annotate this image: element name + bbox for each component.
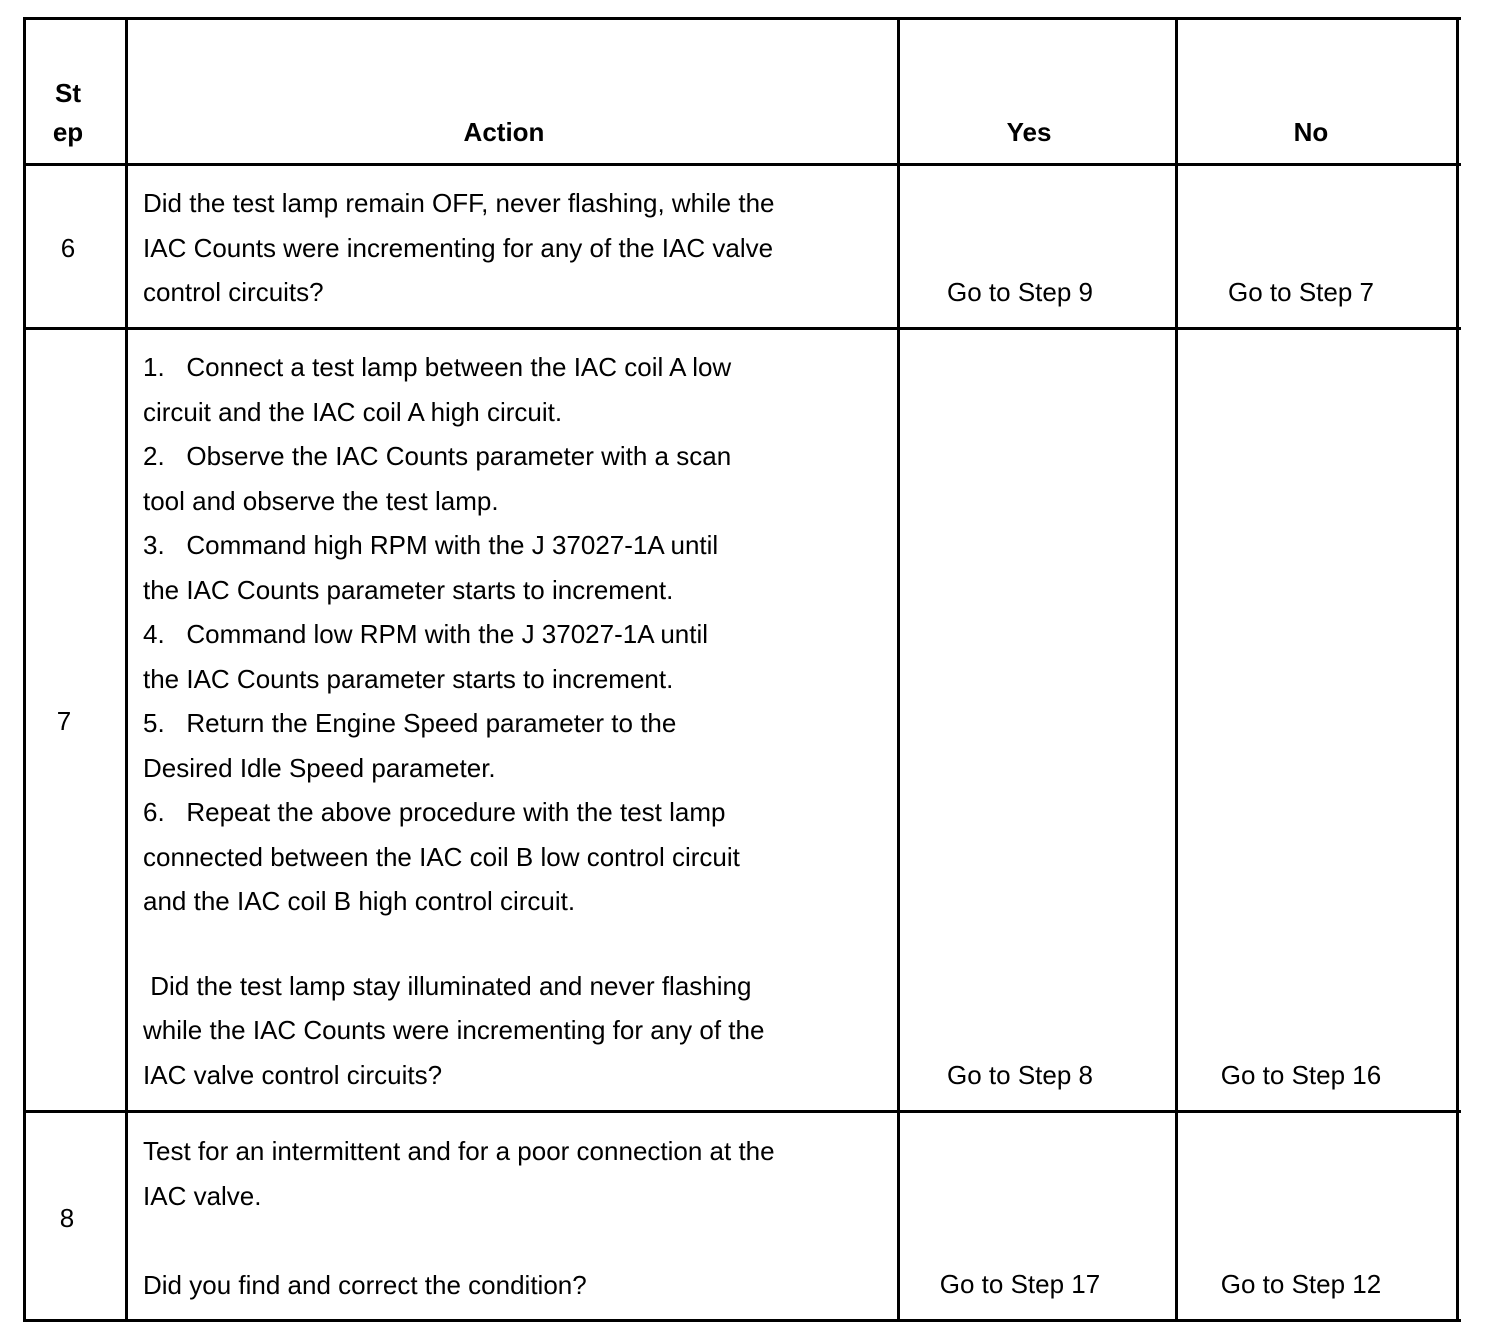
column-divider	[897, 17, 900, 1322]
row-divider	[23, 327, 1461, 330]
yes-link[interactable]: Go to Step 8	[947, 1060, 1093, 1090]
table-border-left	[23, 17, 26, 1322]
action-line: 5. Return the Engine Speed parameter to the	[143, 708, 677, 738]
header-no: No	[1293, 117, 1329, 147]
header-step	[26, 74, 110, 152]
action-line: tool and observe the test lamp.	[143, 485, 499, 516]
header-step-line-2: ep	[52, 117, 84, 147]
action-line: the IAC Counts parameter starts to increment.	[143, 663, 674, 694]
header-action: Action	[463, 117, 545, 147]
action-line: circuit and the IAC coil A high circuit.	[143, 396, 563, 427]
table-border-bottom	[23, 1319, 1461, 1322]
no-link[interactable]: Go to Step 12	[1220, 1269, 1382, 1299]
action-text	[143, 345, 764, 1097]
action-text	[143, 1129, 775, 1307]
step-number: 6	[60, 233, 76, 263]
action-text	[143, 181, 775, 315]
action-line: 3. Command high RPM with the J 37027-1A until	[143, 530, 719, 560]
step-number: 8	[59, 1203, 75, 1233]
action-line: Did you find and correct the condition?	[143, 1269, 587, 1300]
action-line: connected between the IAC coil B low control circuit	[143, 841, 740, 872]
header-divider	[23, 163, 1461, 166]
action-line: 1. Connect a test lamp between the IAC coil A low	[143, 352, 732, 382]
action-line: Did the test lamp remain OFF, never flashing, while the	[143, 188, 775, 218]
table-border-top	[23, 17, 1461, 20]
action-line: 6. Repeat the above procedure with the test lamp	[143, 797, 726, 827]
action-line: the IAC Counts parameter starts to increment.	[143, 574, 674, 605]
column-divider	[125, 17, 128, 1322]
action-line-blank	[143, 924, 764, 964]
action-line: Did the test lamp stay illuminated and never flashing	[143, 970, 752, 1001]
action-line: 2. Observe the IAC Counts parameter with a scan	[143, 441, 732, 471]
no-link[interactable]: Go to Step 7	[1228, 277, 1374, 307]
action-line: Test for an intermittent and for a poor connection at the	[143, 1136, 775, 1166]
step-number: 7	[56, 706, 72, 736]
column-divider	[1175, 17, 1178, 1322]
row-divider	[23, 1110, 1461, 1113]
action-line: IAC valve.	[143, 1180, 262, 1211]
action-line: Desired Idle Speed parameter.	[143, 752, 496, 783]
yes-link[interactable]: Go to Step 17	[939, 1269, 1101, 1299]
no-link[interactable]: Go to Step 16	[1220, 1060, 1382, 1090]
action-line: while the IAC Counts were incrementing for any of the	[143, 1015, 765, 1045]
action-line: 4. Command low RPM with the J 37027-1A until	[143, 619, 709, 649]
header-yes: Yes	[1006, 117, 1052, 147]
header-step-line-1: St	[55, 78, 81, 108]
action-line-blank	[143, 1218, 775, 1263]
yes-link[interactable]: Go to Step 9	[947, 277, 1093, 307]
action-line: IAC valve control circuits?	[143, 1059, 443, 1090]
table-border-right	[1456, 17, 1459, 1322]
action-line: IAC Counts were incrementing for any of the IAC valve	[143, 232, 774, 263]
action-line: control circuits?	[143, 277, 324, 307]
action-line: and the IAC coil B high control circuit.	[143, 886, 576, 916]
